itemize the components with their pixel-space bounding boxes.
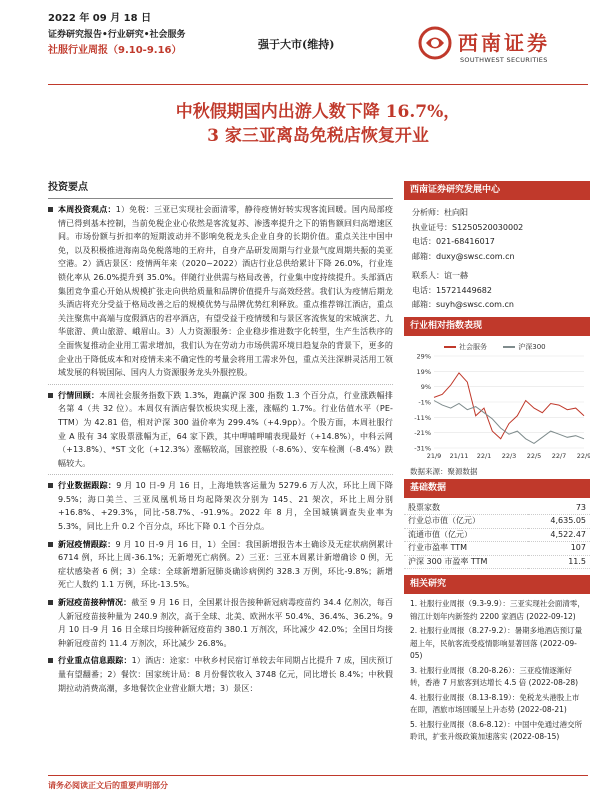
basic-data-label: 沪深 300 市盈率 TTM — [408, 556, 488, 566]
bullet-square-icon — [48, 542, 53, 547]
basic-data-value: 11.5 — [568, 556, 586, 566]
analyst-info — [404, 200, 590, 317]
y-tick-label: 19% — [416, 367, 431, 376]
y-tick-label: 9% — [420, 382, 431, 391]
paragraph-lead: 行情回顾： — [58, 390, 100, 400]
basic-data-label: 流通市值（亿元） — [408, 529, 472, 539]
paragraph-body: 本周社会服务指数下跌 1.3%，跑赢沪深 300 指数 1.3 个百分点，行业涨跌幅排名第 4（共 32 位）。本周仅有酒店餐饮板块实现上涨，涨幅约 1.7%。行业估值水平（PE-TTM）为 42.81 倍，相对沪深 300 溢价率为 299.4%（+4.9pp）。个股方面，本周社服行业 A 股有 34 家股票涨幅为正，64 家下跌，其中呷哺呷哺表现最好（+14.8%），中科云网（+13.8%）、*ST 文化（+12.3%）涨幅较高，国旅控股（-8.6%）、安车检测（-8.4%）跌幅较大。 — [58, 390, 394, 468]
summary-paragraph — [48, 389, 393, 471]
paragraph-body: 截至 9 月 16 日，全国累计报告接种新冠病毒疫苗约 34.4 亿剂次，每百人新冠疫苗接种量为 240.9 剂次，高于全球、北美、欧洲水平 50.4%、36.4%、36.2%。9 月 10 日-9 月 16 日全球日均接种新冠疫苗约 380.1 万剂次，环比减少 42.0%；全国日均接种新冠疫苗约 11.4 万剂次，环比减少 26.8%。 — [58, 598, 393, 648]
basic-data-label: 行业总市值（亿元） — [408, 516, 480, 525]
paragraph-text — [58, 479, 393, 533]
contact-name: 联系人：谊一赫 — [412, 271, 468, 280]
bullet-square-icon — [48, 600, 53, 605]
related-report-item[interactable] — [410, 598, 586, 623]
logo-mark-icon — [418, 26, 452, 60]
related-report-title: 1. 社服行业周报（9.3-9.9）：三亚实现社会面清零，锦江计划年内新签约 2200 家酒店 — [410, 599, 585, 621]
basic-data-value: 107 — [570, 543, 586, 552]
report-category: 证券研究报告•行业研究•社会服务 — [48, 30, 186, 40]
series-line-industry — [434, 372, 584, 438]
x-tick-label: 21/11 — [449, 451, 469, 460]
y-tick-label: -1% — [418, 398, 431, 406]
summary-heading: 投资要点 — [48, 181, 393, 199]
research-center-heading: 西南证券研究发展中心 — [404, 181, 590, 200]
legend-label: 沪深300 — [518, 342, 546, 351]
paragraph-text — [58, 203, 393, 380]
basic-data-value: 4,522.47 — [550, 529, 586, 539]
y-tick-label: -21% — [414, 428, 431, 437]
bullet-square-icon — [48, 207, 53, 212]
paragraph-text — [58, 654, 393, 695]
chart-heading: 行业相对指数表现 — [404, 317, 590, 336]
basic-data-row — [404, 555, 590, 569]
company-logo — [418, 26, 578, 72]
title-line-1: 中秋假期国内出游人数下降 16.7%， — [175, 102, 461, 122]
x-tick-label: 22/7 — [551, 451, 567, 460]
basic-data-value: 4,635.05 — [550, 516, 586, 525]
footer-disclaimer: 请务必阅读正文后的重要声明部分 — [48, 781, 168, 790]
y-tick-label: -31% — [414, 444, 431, 452]
basic-data-row — [404, 542, 590, 556]
basic-data-heading: 基础数据 — [404, 479, 590, 498]
y-tick-label: -11% — [414, 413, 431, 422]
summary-paragraph — [48, 538, 393, 592]
bullet-square-icon — [48, 658, 53, 663]
report-series: 社服行业周报（9.10-9.16） — [48, 45, 182, 56]
paragraph-lead: 本周投资观点： — [58, 205, 116, 214]
related-report-date: (2022-08-15) — [509, 732, 560, 741]
x-tick-label: 22/9 — [576, 451, 590, 460]
x-tick-label: 21/9 — [426, 451, 442, 460]
basic-data-row — [404, 528, 590, 542]
paragraph-body: 9 月 10 日-9 月 16 日，1）全国：我国新增报告本土确诊及无症状病例累计 6714 例，环比上周-36.1%；无新增死亡病例。2）三亚：三亚本周累计新增确诊 0 例，无症状感染者 6 例；3）全球：全球新增新冠肺炎确诊病例约 328.3 万例，环比-9.8%；新增死亡人数约 1.1 万例，环比-13.5%。 — [58, 539, 394, 590]
summary-paragraph — [48, 596, 393, 650]
report-date: 2022 年 09 月 18 日 — [48, 13, 152, 24]
logo-text-en: SOUTHWEST SECURITIES — [460, 56, 548, 64]
relative-index-chart — [404, 336, 590, 464]
summary-paragraph — [48, 203, 393, 380]
paragraph-body: 9 月 10 日-9 月 16 日，上海地铁客运量为 5279.6 万人次，环比上周下降 9.5%；海口美兰、三亚凤凰机场日均起降架次分别为 145、21 架次，环比上周分别+16.8%、+29.3%，同比-58.7%、-91.9%。2022 年 8 月，全国城镇调查失业率为 5.3%，同比上升 0.2 个百分点，环比下降 0.1 个百分点。 — [58, 481, 393, 532]
related-report-date: (2022-09-05) — [410, 638, 577, 660]
report-title — [48, 100, 588, 148]
paragraph-text — [58, 538, 393, 592]
chart-legend — [444, 342, 560, 352]
x-tick-label: 22/1 — [476, 451, 492, 460]
related-report-title: 4. 社服行业周报（8.13-8.19）：免税龙头港股上市在即，酒旅市场回暖呈上升态势 — [410, 692, 580, 714]
chart-plot — [404, 336, 590, 464]
bullet-square-icon — [48, 483, 53, 488]
related-report-title: 3. 社服行业周报（8.20-8.26）：三亚疫情逐渐好转，香港 7 月旅客到达增长 4.5 倍 — [410, 665, 572, 687]
basic-data-value: 73 — [575, 502, 586, 512]
analyst-cert: 执业证号：S1250520030002 — [412, 222, 524, 232]
paragraph-lead: 新冠疫苗接种情况： — [58, 598, 132, 608]
basic-data-label: 股票家数 — [408, 502, 440, 512]
investment-summary — [48, 181, 393, 699]
paragraph-lead: 行业重点信息跟踪： — [58, 656, 132, 666]
legend-item-hs300 — [503, 343, 545, 351]
report-header — [48, 12, 588, 82]
divider — [48, 384, 393, 385]
title-line-2: 3 家三亚离岛免税店恢复开业 — [207, 126, 429, 146]
y-tick-label: 29% — [416, 352, 431, 360]
paragraph-lead: 行业数据跟踪： — [58, 481, 117, 491]
divider — [48, 474, 393, 475]
related-research-list — [404, 594, 590, 744]
analyst-name: 分析师：杜向阳 — [412, 208, 468, 217]
footer-divider — [48, 775, 588, 776]
related-report-item[interactable] — [410, 719, 586, 744]
related-report-item[interactable] — [410, 665, 586, 690]
chart-source: 数据来源：聚源数据 — [410, 466, 478, 476]
paragraph-text — [58, 389, 393, 471]
related-report-item[interactable] — [410, 692, 586, 717]
legend-swatch — [503, 346, 515, 348]
contact-phone: 电话：15721449682 — [412, 285, 492, 295]
basic-data-label: 行业市盈率 TTM — [408, 543, 468, 552]
legend-label: 社会服务 — [459, 342, 487, 351]
summary-paragraph — [48, 479, 393, 533]
paragraph-body: 1）免税：三亚已实现社会面清零，静待疫情好转实现客流回暖。国内局部疫情已得到基本控制，当前免税企业心依然是客流复苏、渗透率提升之下的销售额回归高增速区间。市场份额与折扣率的短期波动并不影响免税龙头企业自身的长期价值。重点关注中国中免，以及积极推进海南岛免税落地的王府井，自身产品研发周期与行业景气度周期共振的美亚空港。2）酒店景区：疫情两年来（2020~2022）酒店行业总供给累计下降 26.0%，行业连锁化率从 26.0%提升到 35.0%。伴随行业供需与格局改善，行业集中度持续提升。头部酒店集团竞争重心开始从规模扩张走向供给质量和品牌价值提升与高效经营。我们认为疫情后期龙头酒店将充分受益于格局改善之后的规模优势与品牌优势红利释放。重点推荐锦江酒店，重点关注聚焦中高端与度假酒店的君亭酒店，有望受益于疫情缓和与景区客流恢复的宋城演艺、九华旅游、黄山旅游、峨眉山。3）人力资源服务：企业稳步推进数字化转型，生产生活秩序的全面恢复推动企业用工需求增加，我们认为在劳动力市场供需环境日趋复杂的背景下，更多的企业出于降低成本和对疫情未来不确定性的考量会将用工需求外包，重点关注深耕灵活用工领域发展的科锐国际、国内人力资源服务龙头外服控股。 — [58, 205, 393, 378]
basic-data-table — [404, 502, 590, 570]
legend-item-industry — [444, 343, 487, 351]
paragraph-text — [58, 596, 393, 650]
contact-email[interactable]: 邮箱：suyh@swsc.com.cn — [412, 300, 514, 309]
basic-data-row — [404, 502, 590, 515]
paragraph-lead: 新冠疫情跟踪： — [58, 539, 116, 549]
analyst-phone: 电话：021-68416017 — [412, 237, 495, 246]
logo-text-cn: 西南证券 — [458, 31, 550, 55]
header-left — [48, 12, 186, 58]
related-report-title: 2. 社服行业周报（8.27-9.2）：暑期多地酒店预订量超上年，民航客流受疫情影响显著回落 — [410, 626, 583, 648]
x-tick-label: 22/3 — [501, 451, 517, 460]
basic-data-row — [404, 515, 590, 529]
related-research-heading: 相关研究 — [404, 575, 590, 594]
related-report-date: (2022-08-21) — [517, 705, 567, 714]
related-report-title: 5. 社服行业周报（8.6-8.12）：中国中免通过港交所聆讯，扩张升级政策加速落实 — [410, 719, 583, 741]
sidebar — [404, 181, 590, 746]
related-report-date: (2022-08-28) — [528, 678, 579, 687]
paragraph-body: 1）酒店：途家：中秋乡村民宿订单较去年同期占比提升 7 成，国庆预订量有望翻番；2）餐饮：国家统计局：8 月份餐饮收入 3748 亿元，同比增长 8.4%；中秋假期拉动消费高潮，多地餐饮企业营业额大增；3）景区： — [58, 656, 393, 693]
analyst-email[interactable]: 邮箱：duxy@swsc.com.cn — [412, 251, 515, 261]
bullet-square-icon — [48, 393, 53, 398]
x-tick-label: 22/5 — [526, 451, 542, 460]
rating: 强于大市(维持) — [258, 38, 335, 51]
related-report-item[interactable] — [410, 625, 586, 663]
header-divider — [48, 84, 588, 85]
summary-paragraph — [48, 654, 393, 695]
legend-swatch — [444, 346, 456, 348]
related-report-date: (2022-09-12) — [526, 611, 576, 621]
